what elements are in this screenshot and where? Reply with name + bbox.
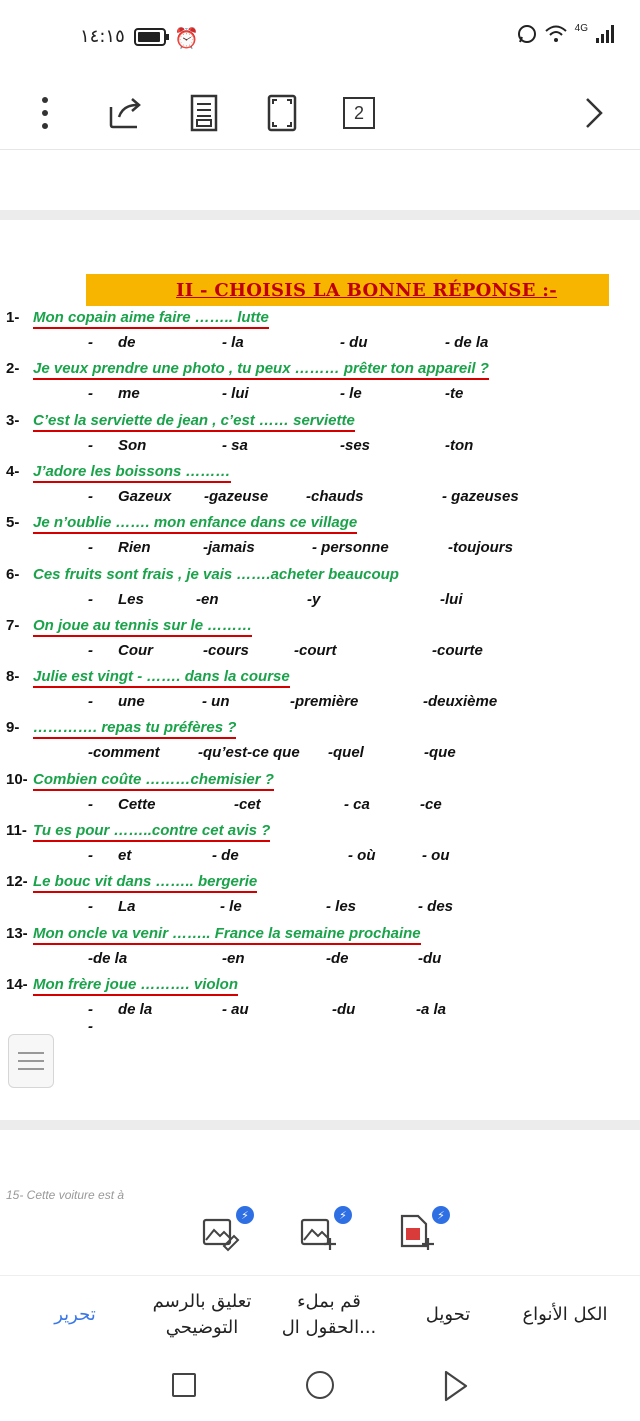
next-icon[interactable]	[574, 90, 614, 136]
question-number: 1-	[6, 309, 20, 326]
answer-option: -a la	[416, 1000, 447, 1018]
answer-option: - et	[88, 847, 132, 864]
question-number: 14-	[6, 975, 28, 993]
question-2	[6, 360, 489, 377]
network-label: 4G	[574, 22, 588, 34]
answer-option: -cet	[234, 795, 261, 813]
answer-option: - personne	[312, 539, 389, 557]
answer-option: -que	[424, 744, 456, 762]
question-12	[6, 873, 257, 890]
question-number: 8-	[6, 668, 20, 686]
add-pdf-icon[interactable]	[396, 1209, 445, 1258]
question-6	[6, 566, 399, 583]
answer-option: - de la	[445, 334, 489, 351]
add-image-icon[interactable]	[298, 1209, 347, 1258]
answer-option: - de	[88, 334, 136, 351]
exercise-title: II - CHOISIS LA BONNE RÉPONSE :-	[176, 279, 558, 301]
answer-option: -toujours	[448, 539, 513, 557]
next-page-peek: 15- Cette voiture est à	[6, 1188, 125, 1202]
document-page	[0, 220, 640, 1120]
answer-option: - Son	[88, 436, 147, 454]
question-5	[6, 514, 357, 531]
whatsapp-icon	[517, 24, 537, 44]
answer-option: -courte	[432, 641, 483, 659]
more-icon[interactable]	[30, 90, 60, 136]
tab-all-types[interactable]: الكل الأنواع	[522, 1303, 608, 1325]
answer-option: -ses	[340, 436, 371, 454]
answer-option: -de la	[88, 949, 128, 967]
question-11	[6, 822, 270, 839]
answer-option: - ou	[422, 847, 450, 864]
question-number: 3-	[6, 411, 20, 429]
question-text: …………. repas tu préfères ?	[33, 719, 236, 739]
answer-option: -ce	[420, 795, 442, 813]
question-7	[6, 617, 252, 634]
answer-option: - sa	[222, 436, 248, 454]
answer-option: -comment	[88, 744, 160, 762]
tab-convert[interactable]: تحويل	[425, 1303, 471, 1325]
answer-option: - Rien	[88, 539, 151, 557]
document-toolbar	[0, 80, 640, 150]
answer-option: - des	[418, 898, 454, 916]
answer-option: - un	[202, 693, 230, 711]
answer-option: - au	[222, 1000, 249, 1018]
answer-option: -cours	[203, 641, 249, 659]
question-4	[6, 463, 231, 480]
question-text: Mon oncle va venir …….. France la semaine prochaine	[33, 925, 421, 945]
answer-option: -en	[196, 590, 219, 608]
answer-option: - du	[340, 334, 368, 351]
exercise-title-banner	[86, 274, 609, 306]
answer-option: -chauds	[306, 487, 364, 505]
question-text: Le bouc vit dans …….. bergerie	[33, 873, 257, 893]
question-number: 12-	[6, 873, 28, 891]
answer-option: - Cour	[88, 641, 153, 659]
premium-badge-icon: ⚡	[432, 1206, 450, 1224]
question-number: 11-	[6, 822, 27, 839]
answer-option: -lui	[440, 590, 463, 608]
question-14	[6, 976, 238, 993]
answer-option: - les	[326, 898, 357, 916]
question-text: Julie est vingt - ……. dans la course	[33, 668, 290, 688]
answer-option: -y	[307, 590, 321, 608]
question-3	[6, 412, 355, 429]
answer-option: -ton	[445, 436, 474, 454]
bottom-tab-bar	[0, 1275, 640, 1355]
question-number: 9-	[6, 719, 20, 737]
question-text: Je veux prendre une photo , tu peux ……… prêter ton appareil ?	[33, 360, 489, 380]
question-text: Mon frère joue ………. violon	[33, 976, 238, 996]
answer-option: - ca	[344, 795, 370, 813]
back-icon[interactable]	[442, 1369, 470, 1403]
page-number-icon[interactable]	[340, 90, 378, 136]
question-number: 2-	[6, 360, 20, 378]
question-10	[6, 771, 274, 788]
answer-option: - le	[220, 898, 242, 916]
answer-option: -te	[445, 385, 464, 403]
answer-option: - Les	[88, 590, 144, 608]
alarm-icon: ⏰	[174, 28, 199, 50]
status-icons	[517, 24, 614, 44]
answer-option: -jamais	[203, 539, 255, 557]
question-text: Combien coûte ………chemisier ?	[33, 771, 274, 791]
battery-icon	[134, 28, 166, 46]
recents-icon[interactable]	[172, 1373, 196, 1397]
answer-option: - La	[88, 898, 136, 916]
answer-option: -qu’est-ce que	[198, 744, 300, 762]
answer-option: -court	[294, 641, 337, 659]
answer-option: -en	[222, 949, 245, 967]
answer-option: -quel	[328, 744, 364, 762]
fullscreen-icon[interactable]	[262, 90, 302, 136]
answer-option: -deuxième	[423, 693, 498, 711]
question-number: 5-	[6, 514, 20, 532]
question-text: Ces fruits sont frais , je vais …….acheter beaucoup	[33, 565, 399, 583]
signal-icon	[596, 25, 614, 43]
question-13	[6, 925, 421, 942]
question-number: 6-	[6, 565, 20, 583]
answer-option: - une	[88, 693, 145, 711]
question-text: Tu es pour ……..contre cet avis ?	[33, 822, 270, 842]
tab-edit[interactable]: تحرير	[54, 1303, 96, 1325]
premium-badge-icon: ⚡	[334, 1206, 352, 1224]
question-text: C’est la serviette de jean , c’est …… serviette	[33, 412, 355, 432]
question-number: 13-	[6, 924, 28, 942]
answer-option: -gazeuse	[204, 487, 269, 505]
answer-option: - Cette	[88, 795, 156, 813]
home-icon[interactable]	[306, 1371, 334, 1399]
question-text: J’adore les boissons ………	[33, 463, 231, 483]
answer-option: - Gazeux	[88, 487, 172, 505]
wifi-icon	[545, 25, 567, 43]
answer-option: -première	[290, 693, 359, 711]
question-9	[6, 719, 236, 736]
answer-option: - le	[340, 385, 362, 403]
read-mode-icon[interactable]	[184, 90, 224, 136]
system-nav-bar	[0, 1355, 640, 1421]
answer-option: - où	[348, 847, 376, 864]
answer-option: - de la	[88, 1000, 153, 1018]
answer-option: - de	[212, 847, 239, 864]
question-text: Je n’oublie ……. mon enfance dans ce village	[33, 514, 357, 534]
status-time: ١٤:١٥	[80, 26, 125, 47]
question-1	[6, 309, 269, 326]
side-menu-handle[interactable]	[8, 1034, 54, 1088]
page-number: 2	[343, 97, 375, 129]
question-number: 7-	[6, 616, 20, 634]
answer-option: -du	[418, 949, 442, 967]
answer-option: - gazeuses	[442, 487, 519, 505]
answer-option: -de	[326, 949, 349, 967]
page-separator	[0, 210, 640, 220]
page-separator-2	[0, 1120, 640, 1130]
tab-annotate[interactable]: تعليق بالرسم التوضيحي	[152, 1290, 252, 1338]
question-number: 4-	[6, 462, 20, 480]
tab-fill-fields[interactable]: قم بملء الحقول ال...	[281, 1290, 377, 1338]
question-number: 10-	[6, 770, 28, 788]
share-icon[interactable]	[102, 90, 148, 136]
premium-badge-icon: ⚡	[236, 1206, 254, 1224]
status-bar	[0, 0, 640, 80]
answer-option: - lui	[222, 385, 249, 403]
answer-option: - me	[88, 385, 140, 403]
trailing-dash: -	[88, 1018, 93, 1035]
edit-image-icon[interactable]	[200, 1209, 249, 1258]
question-text: On joue au tennis sur le ………	[33, 617, 252, 637]
question-text: Mon copain aime faire …….. lutte	[33, 309, 269, 329]
question-8	[6, 668, 290, 685]
answer-option: - la	[222, 334, 244, 351]
answer-option: -du	[332, 1000, 356, 1018]
